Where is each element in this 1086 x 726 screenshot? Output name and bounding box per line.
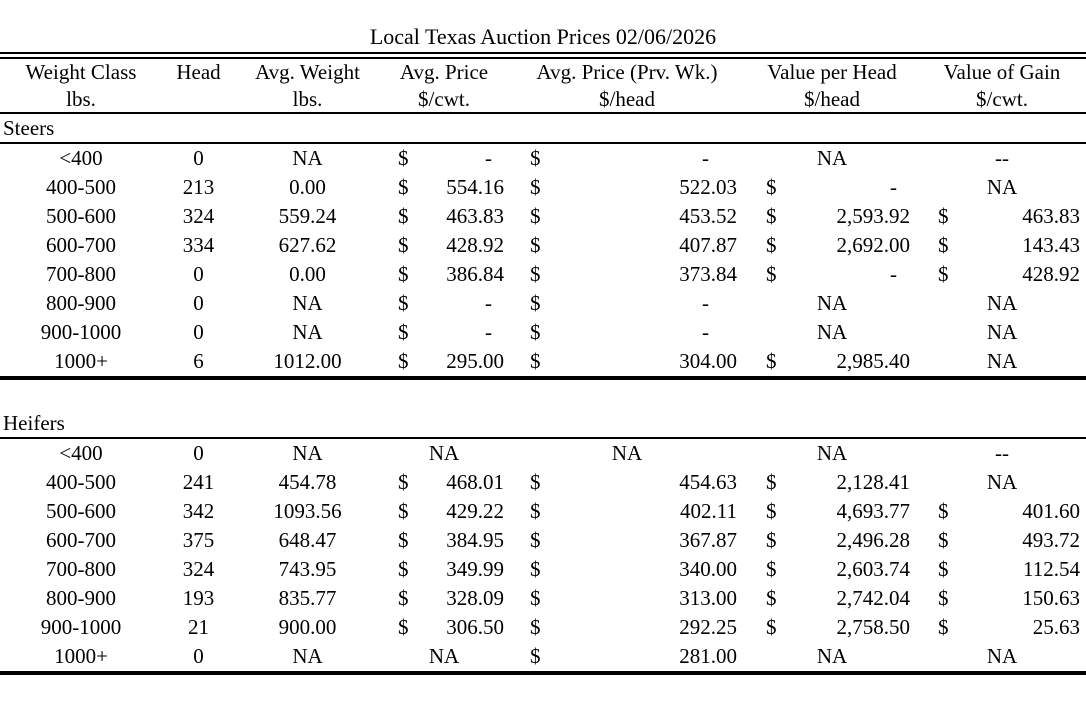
cell: 324 <box>182 204 215 228</box>
cell: 334 <box>182 233 215 257</box>
cell: 21 <box>188 615 209 639</box>
cell-value: - <box>702 320 709 344</box>
cell: 454.78 <box>278 470 337 494</box>
currency-symbol: $ <box>766 204 777 228</box>
cell-value: 522.03 <box>679 175 737 199</box>
cell-value: 428.92 <box>1022 262 1080 286</box>
column-header-unit: lbs. <box>235 86 380 113</box>
currency-symbol: $ <box>530 586 541 610</box>
currency-symbol: $ <box>398 146 409 170</box>
cell <box>380 497 508 526</box>
cell: -- <box>995 146 1009 170</box>
cell <box>508 347 746 378</box>
cell: 500-600 <box>46 204 116 228</box>
column-header-label: Value per Head <box>767 60 897 84</box>
cell-value: 4,693.77 <box>836 499 910 523</box>
cell <box>380 526 508 555</box>
currency-symbol: $ <box>398 528 409 552</box>
column-header-label: Avg. Price <box>399 60 489 84</box>
table-row <box>0 584 1086 613</box>
cell-value: 407.87 <box>679 233 737 257</box>
cell <box>380 289 508 318</box>
cell: 1093.56 <box>273 499 342 523</box>
cell: 700-800 <box>46 262 116 286</box>
currency-symbol: $ <box>766 499 777 523</box>
cell: 0 <box>193 441 204 465</box>
currency-symbol: $ <box>938 586 949 610</box>
column-header-unit: $/cwt. <box>380 86 508 113</box>
cell: 324 <box>182 557 215 581</box>
cell-value: 143.43 <box>1022 233 1080 257</box>
column-header-label: Avg. Weight <box>255 60 360 84</box>
cell-value: 428.92 <box>446 233 504 257</box>
currency-symbol: $ <box>766 528 777 552</box>
cell <box>918 613 1086 642</box>
cell <box>380 584 508 613</box>
section-label: Steers <box>0 113 1086 143</box>
cell: 900-1000 <box>40 320 122 344</box>
cell-value: 453.52 <box>679 204 737 228</box>
currency-symbol: $ <box>398 175 409 199</box>
cell: 600-700 <box>46 528 116 552</box>
cell <box>918 231 1086 260</box>
cell <box>508 202 746 231</box>
cell-value: 2,742.04 <box>836 586 910 610</box>
table-row <box>0 202 1086 231</box>
currency-symbol: $ <box>398 470 409 494</box>
table-row <box>0 497 1086 526</box>
cell <box>508 613 746 642</box>
table-row <box>0 555 1086 584</box>
cell <box>918 526 1086 555</box>
currency-symbol: $ <box>530 528 541 552</box>
cell: NA <box>428 441 460 465</box>
cell <box>380 260 508 289</box>
cell: NA <box>292 320 323 344</box>
currency-symbol: $ <box>398 291 409 315</box>
currency-symbol: $ <box>398 615 409 639</box>
cell-value: 384.95 <box>446 528 504 552</box>
cell: 743.95 <box>278 557 337 581</box>
cell <box>918 584 1086 613</box>
currency-symbol: $ <box>530 499 541 523</box>
table-row <box>0 143 1086 173</box>
currency-symbol: $ <box>398 586 409 610</box>
cell: <400 <box>59 441 103 465</box>
cell <box>508 143 746 173</box>
cell: 900-1000 <box>40 615 122 639</box>
currency-symbol: $ <box>530 557 541 581</box>
currency-symbol: $ <box>766 175 777 199</box>
cell <box>746 613 918 642</box>
cell <box>380 613 508 642</box>
cell: 400-500 <box>46 470 116 494</box>
currency-symbol: $ <box>398 320 409 344</box>
title-divider <box>0 52 1086 59</box>
cell-value: 401.60 <box>1022 499 1080 523</box>
cell-value: 463.83 <box>1022 204 1080 228</box>
cell <box>508 289 746 318</box>
table-row <box>0 526 1086 555</box>
currency-symbol: $ <box>766 349 777 373</box>
currency-symbol: $ <box>530 615 541 639</box>
cell <box>380 555 508 584</box>
cell-value: 25.63 <box>1032 615 1080 639</box>
currency-symbol: $ <box>530 644 541 668</box>
cell: 0 <box>193 262 204 286</box>
cell: NA <box>918 347 1086 378</box>
cell: 700-800 <box>46 557 116 581</box>
cell-value: - <box>485 146 492 170</box>
cell: 400-500 <box>46 175 116 199</box>
cell: NA <box>816 291 848 315</box>
cell-value: 367.87 <box>679 528 737 552</box>
table-row <box>0 613 1086 642</box>
cell-value: 328.09 <box>446 586 504 610</box>
page-title: Local Texas Auction Prices 02/06/2026 <box>369 24 717 49</box>
column-header-label: Head <box>176 60 221 84</box>
cell-value: 112.54 <box>1023 557 1080 581</box>
currency-symbol: $ <box>530 233 541 257</box>
cell <box>380 202 508 231</box>
currency-symbol: $ <box>938 204 949 228</box>
cell-value: - <box>485 320 492 344</box>
cell <box>918 202 1086 231</box>
cell-value: 463.83 <box>446 204 504 228</box>
table-header <box>0 59 1086 113</box>
cell-value: 306.50 <box>446 615 504 639</box>
table-body <box>0 113 1086 673</box>
cell <box>746 497 918 526</box>
cell-value: 2,128.41 <box>836 470 910 494</box>
currency-symbol: $ <box>530 204 541 228</box>
column-header-label: Value of Gain <box>943 60 1061 84</box>
cell: <400 <box>59 146 103 170</box>
cell-value: - <box>702 291 709 315</box>
cell: -- <box>995 441 1009 465</box>
cell: NA <box>611 441 643 465</box>
cell <box>508 260 746 289</box>
cell: NA <box>816 146 848 170</box>
currency-symbol: $ <box>938 262 949 286</box>
cell-value: 292.25 <box>679 615 737 639</box>
cell: NA <box>746 642 918 673</box>
currency-symbol: $ <box>766 615 777 639</box>
cell: NA <box>816 320 848 344</box>
cell: 0 <box>193 291 204 315</box>
cell: 0 <box>162 642 235 673</box>
cell <box>746 526 918 555</box>
table-row <box>0 260 1086 289</box>
cell: NA <box>816 441 848 465</box>
cell: 0 <box>193 320 204 344</box>
cell-value: 349.99 <box>446 557 504 581</box>
cell <box>508 231 746 260</box>
column-header-unit <box>162 86 235 113</box>
cell: NA <box>380 642 508 673</box>
column-header-unit: $/head <box>746 86 918 113</box>
currency-symbol: $ <box>938 499 949 523</box>
cell <box>918 497 1086 526</box>
cell: 0 <box>193 146 204 170</box>
cell-value: 295.00 <box>446 349 504 373</box>
cell: 241 <box>182 470 215 494</box>
cell: NA <box>292 146 323 170</box>
column-header-unit: $/cwt. <box>918 86 1086 113</box>
cell: 1000+ <box>0 642 162 673</box>
column-header-label: Weight Class <box>25 60 137 84</box>
cell-value: 493.72 <box>1022 528 1080 552</box>
table-row <box>0 438 1086 468</box>
cell-value: 386.84 <box>446 262 504 286</box>
currency-symbol: $ <box>530 175 541 199</box>
cell <box>508 497 746 526</box>
cell <box>746 173 918 202</box>
cell <box>746 347 918 378</box>
currency-symbol: $ <box>398 262 409 286</box>
cell <box>380 173 508 202</box>
cell <box>746 468 918 497</box>
cell: NA <box>986 470 1018 494</box>
section-label-row <box>0 409 1086 438</box>
cell <box>508 526 746 555</box>
cell <box>380 143 508 173</box>
cell-value: 2,985.40 <box>836 349 910 373</box>
cell <box>508 555 746 584</box>
cell <box>380 468 508 497</box>
cell: 648.47 <box>278 528 337 552</box>
cell <box>746 584 918 613</box>
cell: 213 <box>182 175 215 199</box>
cell-value: - <box>485 291 492 315</box>
cell: 900.00 <box>278 615 337 639</box>
cell: 835.77 <box>278 586 337 610</box>
cell-value: - <box>702 146 709 170</box>
cell <box>508 584 746 613</box>
currency-symbol: $ <box>530 146 541 170</box>
currency-symbol: $ <box>398 233 409 257</box>
cell-value: 2,692.00 <box>836 233 910 257</box>
currency-symbol: $ <box>398 204 409 228</box>
cell: 500-600 <box>46 499 116 523</box>
cell: 0.00 <box>289 175 326 199</box>
cell: 800-900 <box>46 586 116 610</box>
cell <box>380 347 508 378</box>
cell-value: - <box>890 262 897 286</box>
cell: NA <box>986 175 1018 199</box>
cell: 1000+ <box>0 347 162 378</box>
cell <box>746 231 918 260</box>
currency-symbol: $ <box>938 615 949 639</box>
cell-value: 340.00 <box>679 557 737 581</box>
cell: 6 <box>162 347 235 378</box>
cell <box>508 468 746 497</box>
currency-symbol: $ <box>938 557 949 581</box>
cell: NA <box>986 320 1018 344</box>
currency-symbol: $ <box>530 262 541 286</box>
auction-price-table <box>0 59 1086 675</box>
cell <box>380 318 508 347</box>
cell <box>746 260 918 289</box>
section-label-row <box>0 113 1086 143</box>
cell: NA <box>292 291 323 315</box>
cell: 600-700 <box>46 233 116 257</box>
cell: 1012.00 <box>235 347 380 378</box>
cell <box>508 642 746 673</box>
section-label: Heifers <box>0 409 1086 438</box>
table-row <box>0 642 1086 673</box>
cell-value: 2,603.74 <box>836 557 910 581</box>
cell: 342 <box>182 499 215 523</box>
cell: NA <box>292 441 323 465</box>
cell-value: 2,593.92 <box>836 204 910 228</box>
cell-value: 281.00 <box>679 644 737 668</box>
section-gap <box>0 378 1086 409</box>
cell: 800-900 <box>46 291 116 315</box>
table-row <box>0 318 1086 347</box>
currency-symbol: $ <box>398 349 409 373</box>
cell: 627.62 <box>278 233 337 257</box>
cell-value: 2,496.28 <box>836 528 910 552</box>
currency-symbol: $ <box>766 262 777 286</box>
cell <box>508 173 746 202</box>
cell: NA <box>235 642 380 673</box>
cell <box>918 555 1086 584</box>
table-row <box>0 173 1086 202</box>
cell-value: 373.84 <box>679 262 737 286</box>
currency-symbol: $ <box>766 470 777 494</box>
cell-value: 468.01 <box>446 470 504 494</box>
cell: NA <box>986 291 1018 315</box>
cell: 193 <box>182 586 215 610</box>
table-row <box>0 468 1086 497</box>
cell-value: 304.00 <box>679 349 737 373</box>
cell <box>918 260 1086 289</box>
cell-value: 429.22 <box>446 499 504 523</box>
currency-symbol: $ <box>530 349 541 373</box>
cell-value: 402.11 <box>680 499 737 523</box>
column-header-label: Avg. Price (Prv. Wk.) <box>536 60 718 84</box>
currency-symbol: $ <box>766 233 777 257</box>
currency-symbol: $ <box>766 586 777 610</box>
cell <box>380 231 508 260</box>
cell-value: - <box>890 175 897 199</box>
cell <box>746 202 918 231</box>
cell: 0.00 <box>289 262 326 286</box>
currency-symbol: $ <box>766 557 777 581</box>
table-row <box>0 347 1086 378</box>
column-header-unit: $/head <box>508 86 746 113</box>
currency-symbol: $ <box>398 557 409 581</box>
currency-symbol: $ <box>530 320 541 344</box>
cell: NA <box>918 642 1086 673</box>
currency-symbol: $ <box>938 233 949 257</box>
cell-value: 454.63 <box>679 470 737 494</box>
table-row <box>0 289 1086 318</box>
currency-symbol: $ <box>530 291 541 315</box>
currency-symbol: $ <box>938 528 949 552</box>
cell-value: 2,758.50 <box>836 615 910 639</box>
cell: 559.24 <box>278 204 337 228</box>
cell-value: 313.00 <box>679 586 737 610</box>
table-row <box>0 231 1086 260</box>
cell <box>508 318 746 347</box>
cell: 375 <box>182 528 215 552</box>
column-header-unit: lbs. <box>0 86 162 113</box>
currency-symbol: $ <box>398 499 409 523</box>
cell <box>746 555 918 584</box>
currency-symbol: $ <box>530 470 541 494</box>
cell-value: 150.63 <box>1022 586 1080 610</box>
cell-value: 554.16 <box>446 175 504 199</box>
